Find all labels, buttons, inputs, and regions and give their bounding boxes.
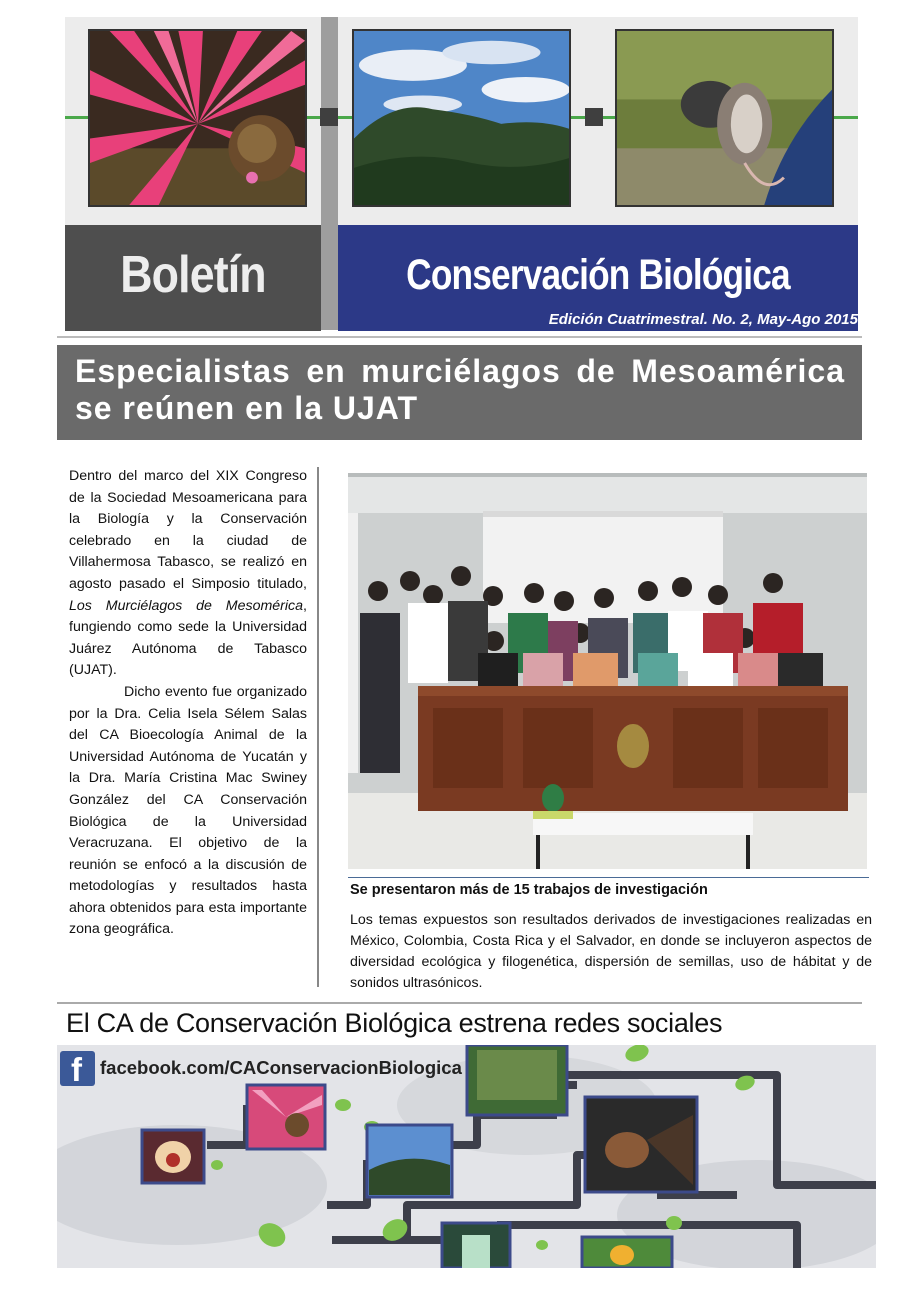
edition-label: Edición Cuatrimestral. No. 2, May-Ago 2015	[548, 311, 858, 328]
caption-body: Los temas expuestos son resultados derivados de investigaciones realizadas en México, Colombia, Costa Rica y el Salvador, en donde se incluyeron aspectos de diversidad ecológica y filogenética, dispersión de semillas, uso de hábitat y de sonidos ultrasónicos.	[350, 912, 872, 991]
group-photo	[348, 473, 867, 869]
separator-line	[57, 1002, 862, 1004]
article-text-run: Dentro del marco del XIX Congreso de la Sociedad Mesoamericana para la Biología y la Conservación celebrado en la ciudad de Villahermosa Tabasco, se realizó en agosto pasado el Simposio titulado,	[69, 468, 307, 592]
facebook-link[interactable]: facebook.com/CAConservacionBiologica	[100, 1057, 462, 1078]
facebook-icon	[60, 1051, 95, 1086]
bulletin-title: Conservación Biológica	[406, 251, 790, 299]
bromeliad-photo	[88, 29, 307, 207]
caption-title: Se presentaron más de 15 trabajos de investigación	[350, 882, 708, 898]
mouse-in-hand-photo	[615, 29, 834, 207]
header-vertical-bar	[321, 17, 338, 330]
header-connector-square	[320, 108, 338, 126]
article-paragraph-2: Dicho evento fue organizado por la Dra. Celia Isela Sélem Salas del CA Bioecología Animal de la Universidad Autónoma de Yucatán y la Dra. María Cristina Mac Swiney González del CA Conservación Biológica de la Universidad Veracruzana. El objetivo de la reunión se enfocó a la discusión de metodologías y resultados hasta ahora obtenidos para esta importante zona geográfica.	[69, 683, 307, 938]
headline: Especialistas en murciélagos de Mesoamérica se reúnen en la UJAT	[75, 353, 845, 426]
caption-rule	[348, 877, 869, 878]
column-divider	[317, 467, 319, 987]
article-paragraph-1	[69, 466, 307, 682]
article-text	[69, 466, 307, 941]
forest-landscape-photo	[352, 29, 571, 207]
header-connector-square	[585, 108, 603, 126]
boletin-label: Boletín	[120, 246, 266, 304]
social-section-title: El CA de Conservación Biológica estrena redes sociales	[66, 1008, 723, 1038]
separator-line	[57, 336, 862, 338]
symposium-title: Los Murciélagos de Mesomérica	[69, 597, 304, 614]
facebook-glyph: f	[71, 1051, 82, 1088]
article-text-run: , fungiendo como sede la Universidad Juárez Autónoma de Tabasco (UJAT).	[69, 597, 307, 679]
